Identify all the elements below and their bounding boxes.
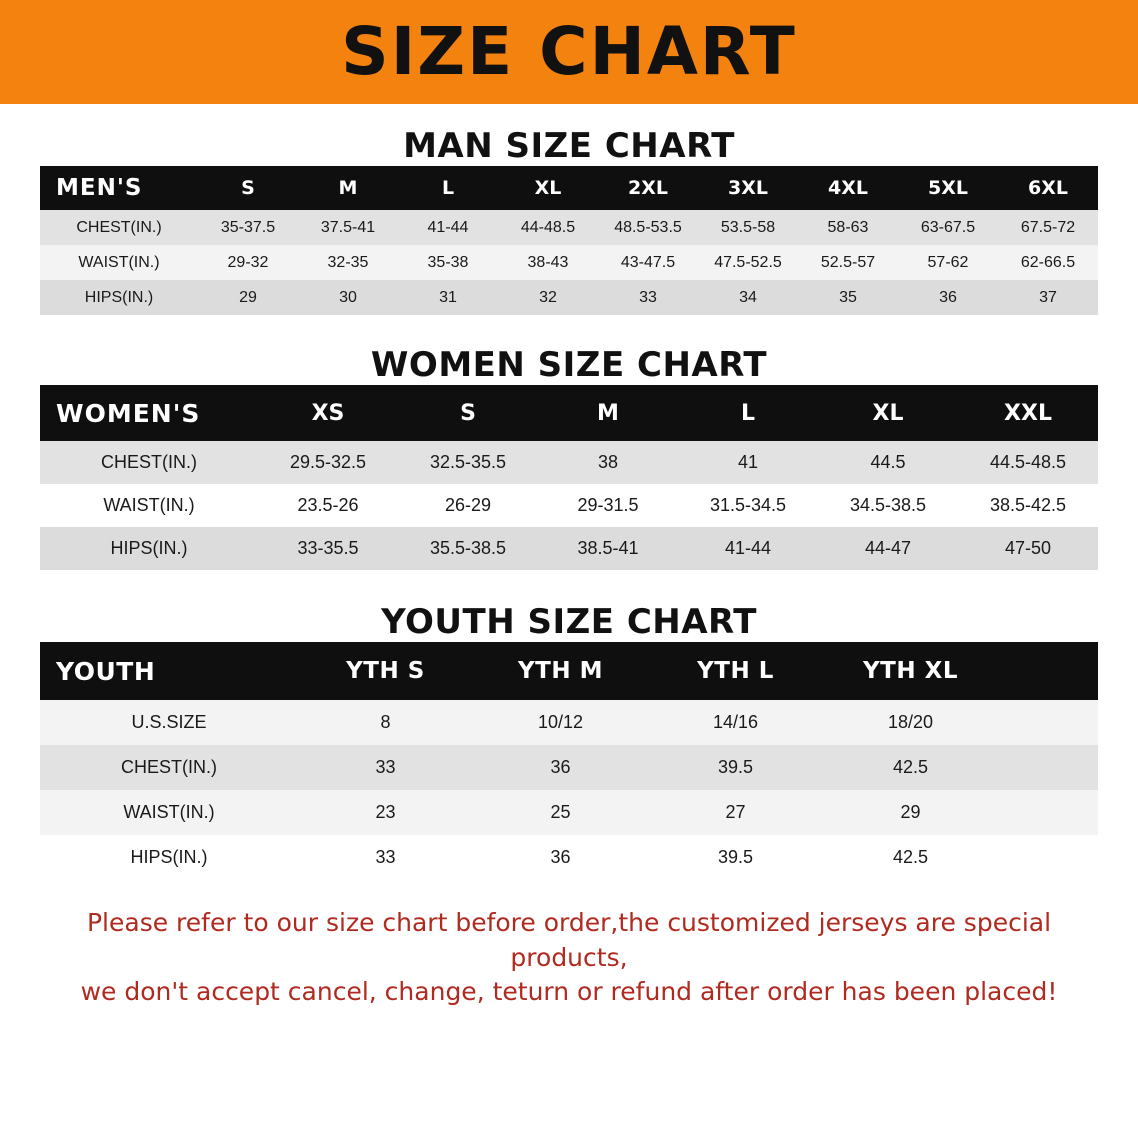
table-cell: 44.5-48.5 [989, 452, 1067, 472]
column-header: XL [818, 385, 958, 441]
row-label: CHEST(IN.) [76, 218, 162, 236]
row-label: WAIST(IN.) [78, 253, 160, 271]
table-cell: 47-50 [1004, 538, 1052, 558]
youth-size-table [40, 642, 1098, 880]
table-cell: 41 [737, 452, 759, 472]
table-row [40, 527, 1098, 570]
column-header: 2XL [598, 166, 698, 210]
table-cell: 26-29 [444, 495, 492, 515]
column-header: S [398, 385, 538, 441]
men-row-header: MEN'S [40, 166, 198, 210]
column-header-spacer [998, 642, 1098, 700]
table-cell: 31 [439, 288, 457, 306]
table-cell: 35-37.5 [220, 218, 276, 236]
table-cell: 29-32 [227, 253, 269, 271]
column-header: YTH M [473, 642, 648, 700]
table-cell: 38-43 [527, 253, 569, 271]
table-cell: 23 [375, 802, 396, 822]
table-cell-spacer [998, 835, 1098, 880]
table-cell: 29 [900, 802, 921, 822]
table-cell: 62-66.5 [1020, 253, 1076, 271]
table-cell: 44.5 [870, 452, 906, 472]
table-cell: 31.5-34.5 [709, 495, 787, 515]
table-row [40, 700, 1098, 745]
column-header: 6XL [998, 166, 1098, 210]
table-cell: 39.5 [717, 757, 754, 777]
table-cell: 18/20 [887, 712, 934, 732]
column-header: YTH S [298, 642, 473, 700]
table-cell: 32.5-35.5 [429, 452, 507, 472]
column-header: 3XL [698, 166, 798, 210]
table-cell: 32 [539, 288, 557, 306]
table-header-row [40, 166, 1098, 210]
row-label: WAIST(IN.) [103, 495, 195, 515]
youth-table-wrapper [0, 642, 1138, 880]
table-row [40, 210, 1098, 245]
table-header-row [40, 385, 1098, 441]
column-header: XL [498, 166, 598, 210]
women-row-header: WOMEN'S [40, 385, 258, 441]
table-cell: 10/12 [537, 712, 584, 732]
women-size-table [40, 385, 1098, 570]
table-cell-spacer [998, 790, 1098, 835]
table-cell: 33-35.5 [297, 538, 359, 558]
table-cell: 35 [839, 288, 857, 306]
table-cell: 35.5-38.5 [429, 538, 507, 558]
table-cell: 34 [739, 288, 757, 306]
table-cell: 29.5-32.5 [289, 452, 367, 472]
row-label: CHEST(IN.) [121, 757, 217, 777]
table-cell: 35-38 [427, 253, 469, 271]
table-cell: 41-44 [427, 218, 469, 236]
column-header: 4XL [798, 166, 898, 210]
table-cell: 53.5-58 [720, 218, 776, 236]
men-size-table [40, 166, 1098, 315]
table-cell: 37.5-41 [320, 218, 376, 236]
row-label: U.S.SIZE [131, 712, 207, 732]
table-cell: 8 [380, 712, 391, 732]
table-cell: 36 [550, 757, 571, 777]
table-cell: 29 [239, 288, 257, 306]
table-cell: 67.5-72 [1020, 218, 1076, 236]
row-label: HIPS(IN.) [84, 288, 154, 306]
table-cell: 57-62 [927, 253, 969, 271]
table-cell: 14/16 [712, 712, 759, 732]
table-cell-spacer [998, 745, 1098, 790]
table-cell: 48.5-53.5 [614, 218, 682, 236]
table-cell: 33 [639, 288, 657, 306]
table-row [40, 441, 1098, 484]
disclaimer-note [40, 906, 1098, 1010]
table-cell: 32-35 [327, 253, 369, 271]
column-header: S [198, 166, 298, 210]
table-cell: 42.5 [892, 757, 929, 777]
column-header: XXL [958, 385, 1098, 441]
table-cell: 38.5-41 [577, 538, 639, 558]
row-label: WAIST(IN.) [123, 802, 215, 822]
disclaimer-line-2: we don't accept cancel, change, teturn or refund after order has been placed! [80, 977, 1058, 1006]
row-label: HIPS(IN.) [130, 847, 208, 867]
page-banner [0, 0, 1138, 104]
table-cell: 38 [597, 452, 619, 472]
table-row [40, 790, 1098, 835]
table-header-row [40, 642, 1098, 700]
table-cell: 27 [725, 802, 746, 822]
row-label: CHEST(IN.) [101, 452, 197, 472]
youth-section-heading: YOUTH SIZE CHART [381, 602, 757, 642]
man-section-heading: MAN SIZE CHART [403, 126, 735, 166]
column-header: M [298, 166, 398, 210]
column-header: 5XL [898, 166, 998, 210]
table-cell: 30 [339, 288, 357, 306]
table-row [40, 835, 1098, 880]
table-cell-spacer [998, 700, 1098, 745]
table-cell: 36 [550, 847, 571, 867]
table-cell: 44-48.5 [520, 218, 576, 236]
table-cell: 37 [1039, 288, 1057, 306]
table-cell: 58-63 [827, 218, 869, 236]
women-section-heading: WOMEN SIZE CHART [370, 345, 768, 385]
table-row [40, 745, 1098, 790]
table-row [40, 245, 1098, 280]
table-cell: 43-47.5 [620, 253, 676, 271]
column-header: YTH XL [823, 642, 998, 700]
column-header: M [538, 385, 678, 441]
table-cell: 33 [375, 757, 396, 777]
table-cell: 23.5-26 [297, 495, 359, 515]
table-cell: 36 [939, 288, 957, 306]
youth-row-header: YOUTH [40, 642, 298, 700]
column-header: XS [258, 385, 398, 441]
table-row [40, 484, 1098, 527]
table-cell: 63-67.5 [920, 218, 976, 236]
disclaimer-line-1: Please refer to our size chart before order,the customized jerseys are special products, [86, 908, 1052, 972]
women-table-wrapper [0, 385, 1138, 570]
table-cell: 39.5 [717, 847, 754, 867]
table-cell: 38.5-42.5 [989, 495, 1067, 515]
table-cell: 33 [375, 847, 396, 867]
table-cell: 41-44 [724, 538, 772, 558]
page-title: SIZE CHART [341, 13, 797, 90]
column-header: L [678, 385, 818, 441]
table-cell: 34.5-38.5 [849, 495, 927, 515]
column-header: YTH L [648, 642, 823, 700]
row-label: HIPS(IN.) [110, 538, 188, 558]
table-cell: 52.5-57 [820, 253, 876, 271]
column-header: L [398, 166, 498, 210]
table-cell: 42.5 [892, 847, 929, 867]
table-cell: 47.5-52.5 [714, 253, 782, 271]
table-cell: 44-47 [864, 538, 912, 558]
table-cell: 25 [550, 802, 571, 822]
man-table-wrapper [0, 166, 1138, 315]
table-cell: 29-31.5 [577, 495, 639, 515]
table-row [40, 280, 1098, 315]
